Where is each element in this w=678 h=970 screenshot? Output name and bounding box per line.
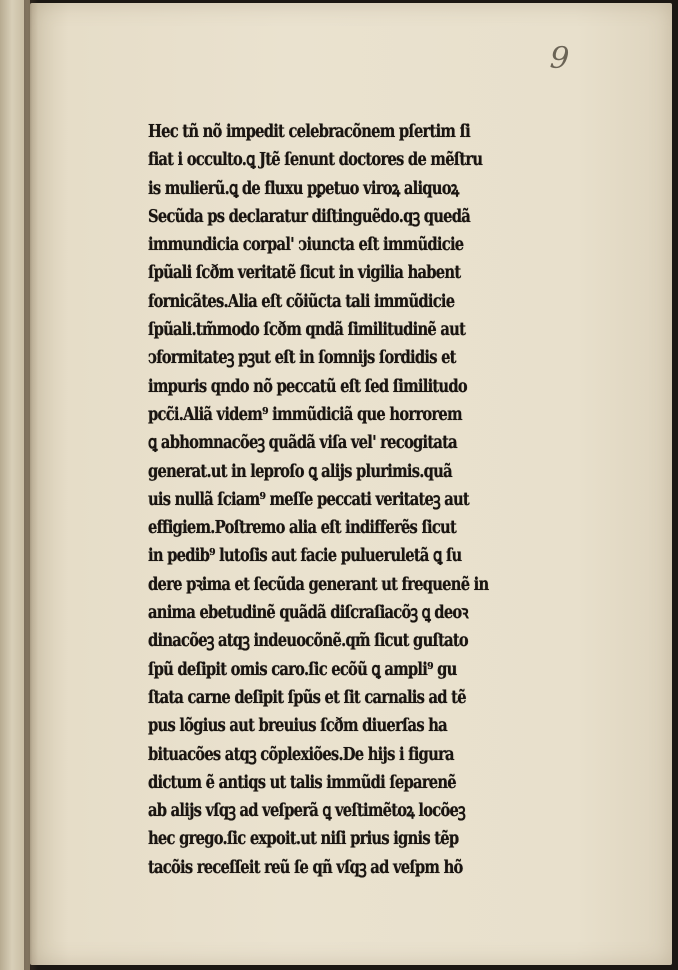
text-line: dinacõeꝫ atqꝫ indeuocõnẽ.qm̃ ſicut guſtato [148,631,468,652]
text-line: dere pꝛima et ſecũda generant ut frequenẽ in [148,574,489,595]
text-line: ab alijs vſqꝫ ad veſperã ꝗ veſtimẽtoꝝ locõeꝫ [148,801,465,822]
text-line: ſpũ deſipit omis caro.ſic ecõũ ꝗ ampli⁹ gu [148,659,457,680]
text-line: effigiem.Poſtremo alia eſt indifferẽs ſicut [148,518,457,539]
text-line: ſpũali.tm̃modo ſcðm qndã ſimilitudinẽ aut [148,320,466,341]
text-line: Secũda ps declaratur diſtinguẽdo.qꝫ quedã [148,206,471,227]
manuscript-page [30,3,672,965]
binding-gutter [24,0,38,970]
text-line: hec grego.ſic expoit.ut niſi prius ignis tẽp [148,829,459,850]
text-line: pus lõgius aut breuius ſcðm diuerſas ha [148,716,447,737]
text-line: generat.ut in leproſo ꝗ alijs plurimis.quã [148,461,452,482]
text-line: in pedib⁹ lutoſis aut facie pulueruletã ꝗ ſu [148,546,462,567]
text-line: fiat i occulto.ꝗ Jtẽ ſenunt doctores de mẽſtru [148,150,483,171]
text-line: anima ebetudinẽ quãdã diſcraſiacõꝫ ꝗ deoꝛ [148,603,468,624]
text-line: ↄformitateꝫ pꝫut eſt in ſomnijs ſordidis et [148,348,456,369]
text-line: dictum ẽ antiqs ut talis immũdi ſeparenẽ [148,772,456,793]
text-line: Hec tñ nõ impedit celebracõnem pſertim ſi [148,122,470,142]
text-line: fornicãtes.Alia eſt cõiũcta tali immũdicie [148,291,455,312]
text-line: is mulierũ.ꝗ de fluxu pꝑetuo viroꝝ aliquoꝝ [148,178,459,199]
text-line: immundicia corpal' ↄiuncta eſt immũdicie [148,235,464,256]
text-column [148,118,543,882]
text-line: impuris qndo nõ peccatũ eſt ſed ſimilitudo [148,376,467,397]
text-line: pcc̃i.Aliã videm⁹ immũdiciã que horrorem [148,404,462,425]
text-line: uis nullã ſciam⁹ meſſe peccati veritateꝫ aut [148,489,469,510]
text-line: ſtata carne deſipit ſpũs et ſit carnalis ad tẽ [148,687,466,708]
text-line: bituacões atqꝫ cõplexiões.De hijs i figura [148,744,454,765]
text-line: ꝗ abhomnacõeꝫ quãdã viſa vel' recogitata [148,433,457,454]
folio-number: 9 [548,40,571,77]
text-line: tacõis receſſeit reũ ſe qñ vſqꝫ ad veſpm hõ [148,857,463,878]
text-line: ſpũali ſcðm veritatẽ ſicut in vigilia habent [148,263,461,284]
